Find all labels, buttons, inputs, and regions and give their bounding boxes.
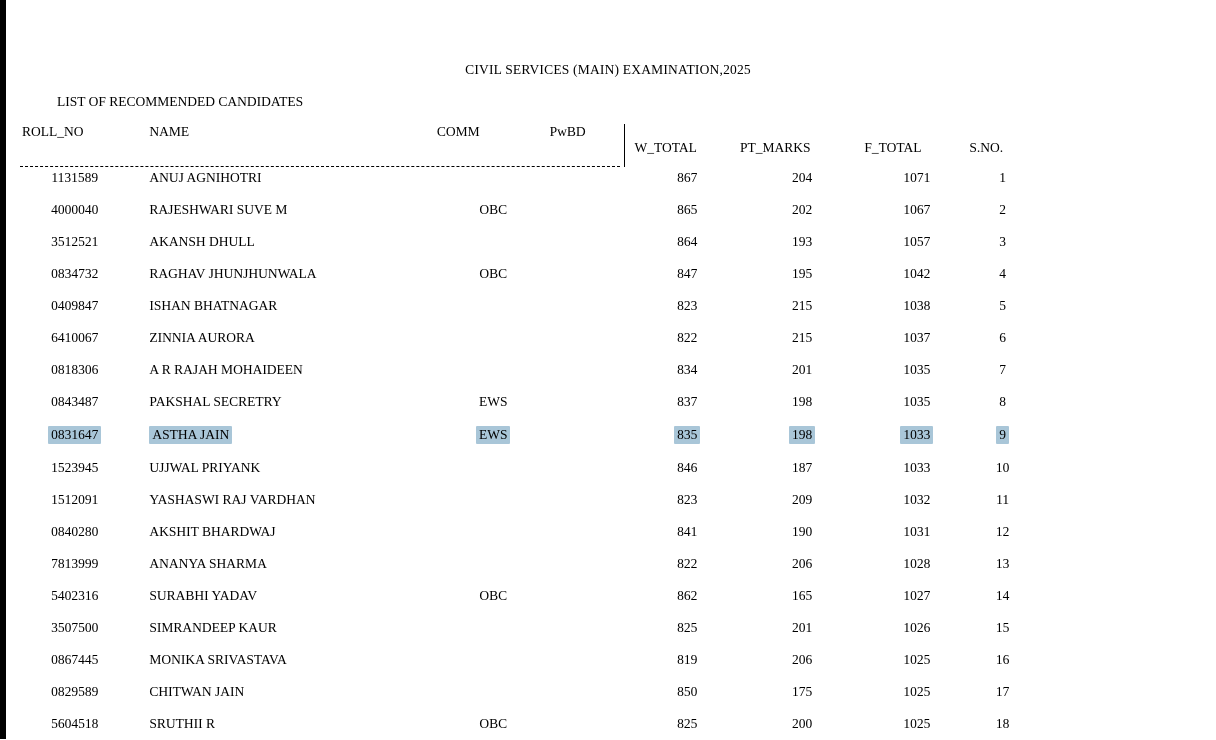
table-header [22,124,1036,162]
cell-text: 0829589 [51,684,99,699]
cell-text: 1027 [903,588,931,603]
cell-pt-marks [740,516,864,548]
cell-text: 1025 [903,716,931,731]
cell-s-no [969,452,1036,484]
cell-roll-no [22,354,127,386]
cell-text: SRUTHII R [149,716,216,731]
cell-text: 198 [792,394,813,409]
cell-text: RAGHAV JHUNJHUNWALA [149,266,317,281]
cell-w-total [634,580,740,612]
cell-text: 14 [995,588,1010,603]
cell-comm [437,548,550,580]
cell-comm [437,418,550,452]
cell-pt-marks [740,418,864,452]
cell-text: 16 [995,652,1010,667]
cell-text: 201 [792,362,813,377]
cell-name [127,162,436,194]
cell-w-total [634,354,740,386]
table-row [22,194,1036,226]
cell-name [127,612,436,644]
cell-text: 206 [792,556,813,571]
cell-w-total [634,612,740,644]
cell-w-total [634,644,740,676]
cell-text: 7813999 [51,556,99,571]
cell-comm [437,290,550,322]
cell-roll-no [22,452,127,484]
cell-text: 10 [995,460,1010,475]
cell-text: AKANSH DHULL [149,234,255,249]
cell-comm [437,676,550,708]
column-header-pwbd: PwBD [549,124,586,139]
cell-s-no [969,708,1036,740]
cell-pwbd [550,644,635,676]
cell-text: 0818306 [51,362,99,377]
cell-f-total [864,644,969,676]
cell-f-total [864,290,969,322]
table-row [22,580,1036,612]
cell-text: 187 [792,460,813,475]
cell-f-total [864,548,969,580]
cell-text: 190 [792,524,813,539]
cell-f-total [864,516,969,548]
cell-w-total [634,418,740,452]
cell-text: 1037 [903,330,931,345]
cell-text: 841 [677,524,698,539]
cell-text: ANANYA SHARMA [149,556,267,571]
cell-text: 825 [677,620,698,635]
cell-text: 1031 [903,524,931,539]
cell-w-total [634,258,740,290]
cell-text: ISHAN BHATNAGAR [149,298,278,313]
cell-f-total [864,612,969,644]
cell-roll-no [22,162,127,194]
cell-text: 15 [995,620,1010,635]
cell-text: 1071 [903,170,931,185]
cell-text: 3 [999,234,1007,249]
cell-pt-marks [740,676,864,708]
cell-f-total [864,226,969,258]
cell-pwbd [550,676,635,708]
cell-pt-marks [740,290,864,322]
cell-pt-marks [740,354,864,386]
table-row [22,452,1036,484]
table-row [22,418,1036,452]
cell-text: 1035 [903,362,931,377]
cell-text: 0843487 [51,394,99,409]
cell-pt-marks [740,386,864,418]
cell-f-total [864,708,969,740]
cell-roll-no [22,516,127,548]
cell-roll-no [22,644,127,676]
cell-text: 1067 [903,202,931,217]
cell-text: 1131589 [51,170,99,185]
cell-s-no [969,354,1036,386]
cell-comm [437,644,550,676]
cell-text: 823 [677,492,698,507]
cell-text: 847 [677,266,698,281]
cell-name [127,708,436,740]
cell-name [127,452,436,484]
cell-pwbd [550,484,635,516]
cell-text: 846 [677,460,698,475]
highlighted-text: 1033 [900,426,933,444]
cell-text: 5604518 [51,716,99,731]
cell-pwbd [550,162,635,194]
cell-s-no [969,290,1036,322]
cell-s-no [969,258,1036,290]
highlighted-text: 198 [789,426,815,444]
cell-w-total [634,386,740,418]
cell-text: OBC [479,716,508,731]
cell-s-no [969,580,1036,612]
table-row [22,162,1036,194]
cell-pwbd [550,354,635,386]
column-header-pt-marks: PT_MARKS [739,140,811,155]
cell-s-no [969,484,1036,516]
cell-text: SIMRANDEEP KAUR [149,620,277,635]
cell-comm [437,484,550,516]
cell-text: 0409847 [51,298,99,313]
cell-pt-marks [740,452,864,484]
cell-comm [437,194,550,226]
table-row [22,612,1036,644]
column-header-f-total: F_TOTAL [864,140,922,155]
cell-text: 195 [792,266,813,281]
cell-pt-marks [740,484,864,516]
cell-name [127,290,436,322]
cell-s-no [969,162,1036,194]
cell-text: UJJWAL PRIYANK [149,460,261,475]
cell-pt-marks [740,226,864,258]
cell-text: 1032 [903,492,931,507]
column-header-s-no: S.NO. [969,140,1004,155]
cell-text: 7 [999,362,1007,377]
column-header-roll-no: ROLL_NO [22,124,84,139]
cell-pt-marks [740,258,864,290]
column-header-comm: COMM [436,124,480,139]
cell-text: 0840280 [51,524,99,539]
cell-pwbd [550,290,635,322]
cell-w-total [634,226,740,258]
cell-s-no [969,516,1036,548]
cell-w-total [634,452,740,484]
cell-pwbd [550,580,635,612]
table-row [22,322,1036,354]
cell-w-total [634,676,740,708]
cell-text: 201 [792,620,813,635]
cell-pt-marks [740,194,864,226]
cell-text: 862 [677,588,698,603]
cell-text: RAJESHWARI SUVE M [149,202,288,217]
cell-text: 864 [677,234,698,249]
cell-f-total [864,194,969,226]
cell-name [127,580,436,612]
cell-text: 1057 [903,234,931,249]
cell-roll-no [22,194,127,226]
cell-pt-marks [740,548,864,580]
cell-text: SURABHI YADAV [149,588,258,603]
cell-comm [437,708,550,740]
cell-pt-marks [740,612,864,644]
cell-f-total [864,418,969,452]
cell-f-total [864,162,969,194]
cell-comm [437,386,550,418]
cell-text: ZINNIA AURORA [149,330,255,345]
document-subtitle: LIST OF RECOMMENDED CANDIDATES [57,94,304,109]
cell-text: 165 [792,588,813,603]
cell-text: 215 [792,330,813,345]
cell-comm [437,452,550,484]
table-row [22,226,1036,258]
cell-f-total [864,354,969,386]
cell-text: 18 [995,716,1010,731]
cell-s-no [969,644,1036,676]
cell-f-total [864,452,969,484]
cell-pwbd [550,452,635,484]
cell-pwbd [550,708,635,740]
cell-f-total [864,580,969,612]
table-row [22,644,1036,676]
cell-name [127,418,436,452]
cell-pwbd [550,258,635,290]
highlighted-text: ASTHA JAIN [149,426,232,444]
cell-pwbd [550,548,635,580]
table-body [22,162,1036,740]
cell-text: OBC [479,202,508,217]
cell-s-no [969,226,1036,258]
cell-name [127,226,436,258]
cell-s-no [969,194,1036,226]
cell-text: EWS [478,394,508,409]
cell-comm [437,580,550,612]
cell-pt-marks [740,162,864,194]
cell-f-total [864,484,969,516]
cell-s-no [969,322,1036,354]
cell-text: A R RAJAH MOHAIDEEN [149,362,303,377]
cell-text: 17 [995,684,1010,699]
cell-pwbd [550,322,635,354]
table-row [22,258,1036,290]
table-row [22,354,1036,386]
cell-roll-no [22,322,127,354]
cell-text: 819 [677,652,698,667]
cell-name [127,322,436,354]
cell-text: 822 [677,556,698,571]
cell-pwbd [550,226,635,258]
recommended-candidates-table [22,124,1036,740]
cell-text: 175 [792,684,813,699]
cell-text: 1025 [903,652,931,667]
cell-s-no [969,612,1036,644]
cell-pt-marks [740,322,864,354]
cell-text: 3507500 [51,620,99,635]
highlighted-text: 835 [674,426,700,444]
cell-text: PAKSHAL SECRETRY [149,394,282,409]
cell-w-total [634,322,740,354]
cell-roll-no [22,290,127,322]
cell-text: 3512521 [51,234,99,249]
table-row [22,548,1036,580]
cell-s-no [969,676,1036,708]
cell-text: 5402316 [51,588,99,603]
cell-name [127,644,436,676]
cell-text: 5 [999,298,1007,313]
cell-text: 215 [792,298,813,313]
table-row [22,516,1036,548]
cell-text: 209 [792,492,813,507]
table-row [22,386,1036,418]
cell-text: 1035 [903,394,931,409]
cell-roll-no [22,418,127,452]
table-row [22,708,1036,740]
highlighted-text: 0831647 [48,426,101,444]
cell-text: OBC [479,588,508,603]
cell-text: 12 [995,524,1010,539]
cell-comm [437,258,550,290]
cell-pwbd [550,516,635,548]
cell-pt-marks [740,708,864,740]
cell-name [127,548,436,580]
column-header-w-total: W_TOTAL [634,140,697,155]
cell-text: MONIKA SRIVASTAVA [149,652,287,667]
cell-text: 8 [999,394,1007,409]
cell-text: OBC [479,266,508,281]
cell-comm [437,612,550,644]
cell-f-total [864,258,969,290]
cell-text: 1038 [903,298,931,313]
recommended-candidates-table-wrap [0,124,1216,740]
cell-pwbd [550,194,635,226]
cell-text: 867 [677,170,698,185]
cell-pwbd [550,612,635,644]
cell-pt-marks [740,580,864,612]
cell-roll-no [22,226,127,258]
cell-w-total [634,516,740,548]
cell-roll-no [22,612,127,644]
cell-roll-no [22,676,127,708]
table-row [22,676,1036,708]
cell-text: ANUJ AGNIHOTRI [149,170,262,185]
cell-text: 0867445 [51,652,99,667]
cell-text: 822 [677,330,698,345]
cell-w-total [634,548,740,580]
cell-roll-no [22,386,127,418]
cell-text: 834 [677,362,698,377]
cell-s-no [969,418,1036,452]
cell-w-total [634,162,740,194]
highlighted-text: EWS [476,426,511,444]
column-header-name: NAME [149,124,190,139]
cell-text: 1033 [903,460,931,475]
cell-f-total [864,322,969,354]
cell-f-total [864,676,969,708]
cell-text: 1512091 [51,492,99,507]
cell-w-total [634,484,740,516]
cell-text: 0834732 [51,266,99,281]
cell-text: 11 [996,492,1010,507]
cell-text: 1523945 [51,460,99,475]
cell-w-total [634,194,740,226]
cell-text: 825 [677,716,698,731]
cell-name [127,194,436,226]
cell-text: 6410067 [51,330,99,345]
cell-name [127,516,436,548]
cell-name [127,354,436,386]
cell-text: 204 [792,170,813,185]
cell-name [127,258,436,290]
cell-s-no [969,386,1036,418]
cell-text: 4 [999,266,1007,281]
cell-w-total [634,290,740,322]
cell-name [127,676,436,708]
cell-text: YASHASWI RAJ VARDHAN [149,492,316,507]
table-header-row [22,124,1036,162]
cell-text: 193 [792,234,813,249]
cell-roll-no [22,548,127,580]
cell-comm [437,322,550,354]
table-row [22,484,1036,516]
cell-s-no [969,548,1036,580]
cell-text: 4000040 [51,202,99,217]
cell-comm [437,516,550,548]
cell-pwbd [550,386,635,418]
cell-text: 2 [999,202,1007,217]
cell-text: 202 [792,202,813,217]
cell-text: 200 [792,716,813,731]
cell-name [127,484,436,516]
cell-text: AKSHIT BHARDWAJ [149,524,276,539]
cell-text: 850 [677,684,698,699]
cell-pwbd [550,418,635,452]
cell-text: 865 [677,202,698,217]
cell-text: 1042 [903,266,931,281]
cell-comm [437,162,550,194]
cell-text: 823 [677,298,698,313]
cell-comm [437,354,550,386]
cell-text: 837 [677,394,698,409]
highlighted-text: 9 [996,426,1009,444]
cell-text: 1026 [903,620,931,635]
cell-f-total [864,386,969,418]
cell-text: 13 [995,556,1010,571]
cell-roll-no [22,484,127,516]
cell-text: CHITWAN JAIN [149,684,245,699]
cell-text: 206 [792,652,813,667]
cell-comm [437,226,550,258]
cell-roll-no [22,580,127,612]
cell-roll-no [22,708,127,740]
table-row [22,290,1036,322]
cell-roll-no [22,258,127,290]
page-title: CIVIL SERVICES (MAIN) EXAMINATION,2025 [465,62,751,77]
cell-text: 6 [999,330,1007,345]
cell-name [127,386,436,418]
cell-text: 1028 [903,556,931,571]
cell-text: 1025 [903,684,931,699]
cell-w-total [634,708,740,740]
cell-text: 1 [999,170,1007,185]
cell-pt-marks [740,644,864,676]
